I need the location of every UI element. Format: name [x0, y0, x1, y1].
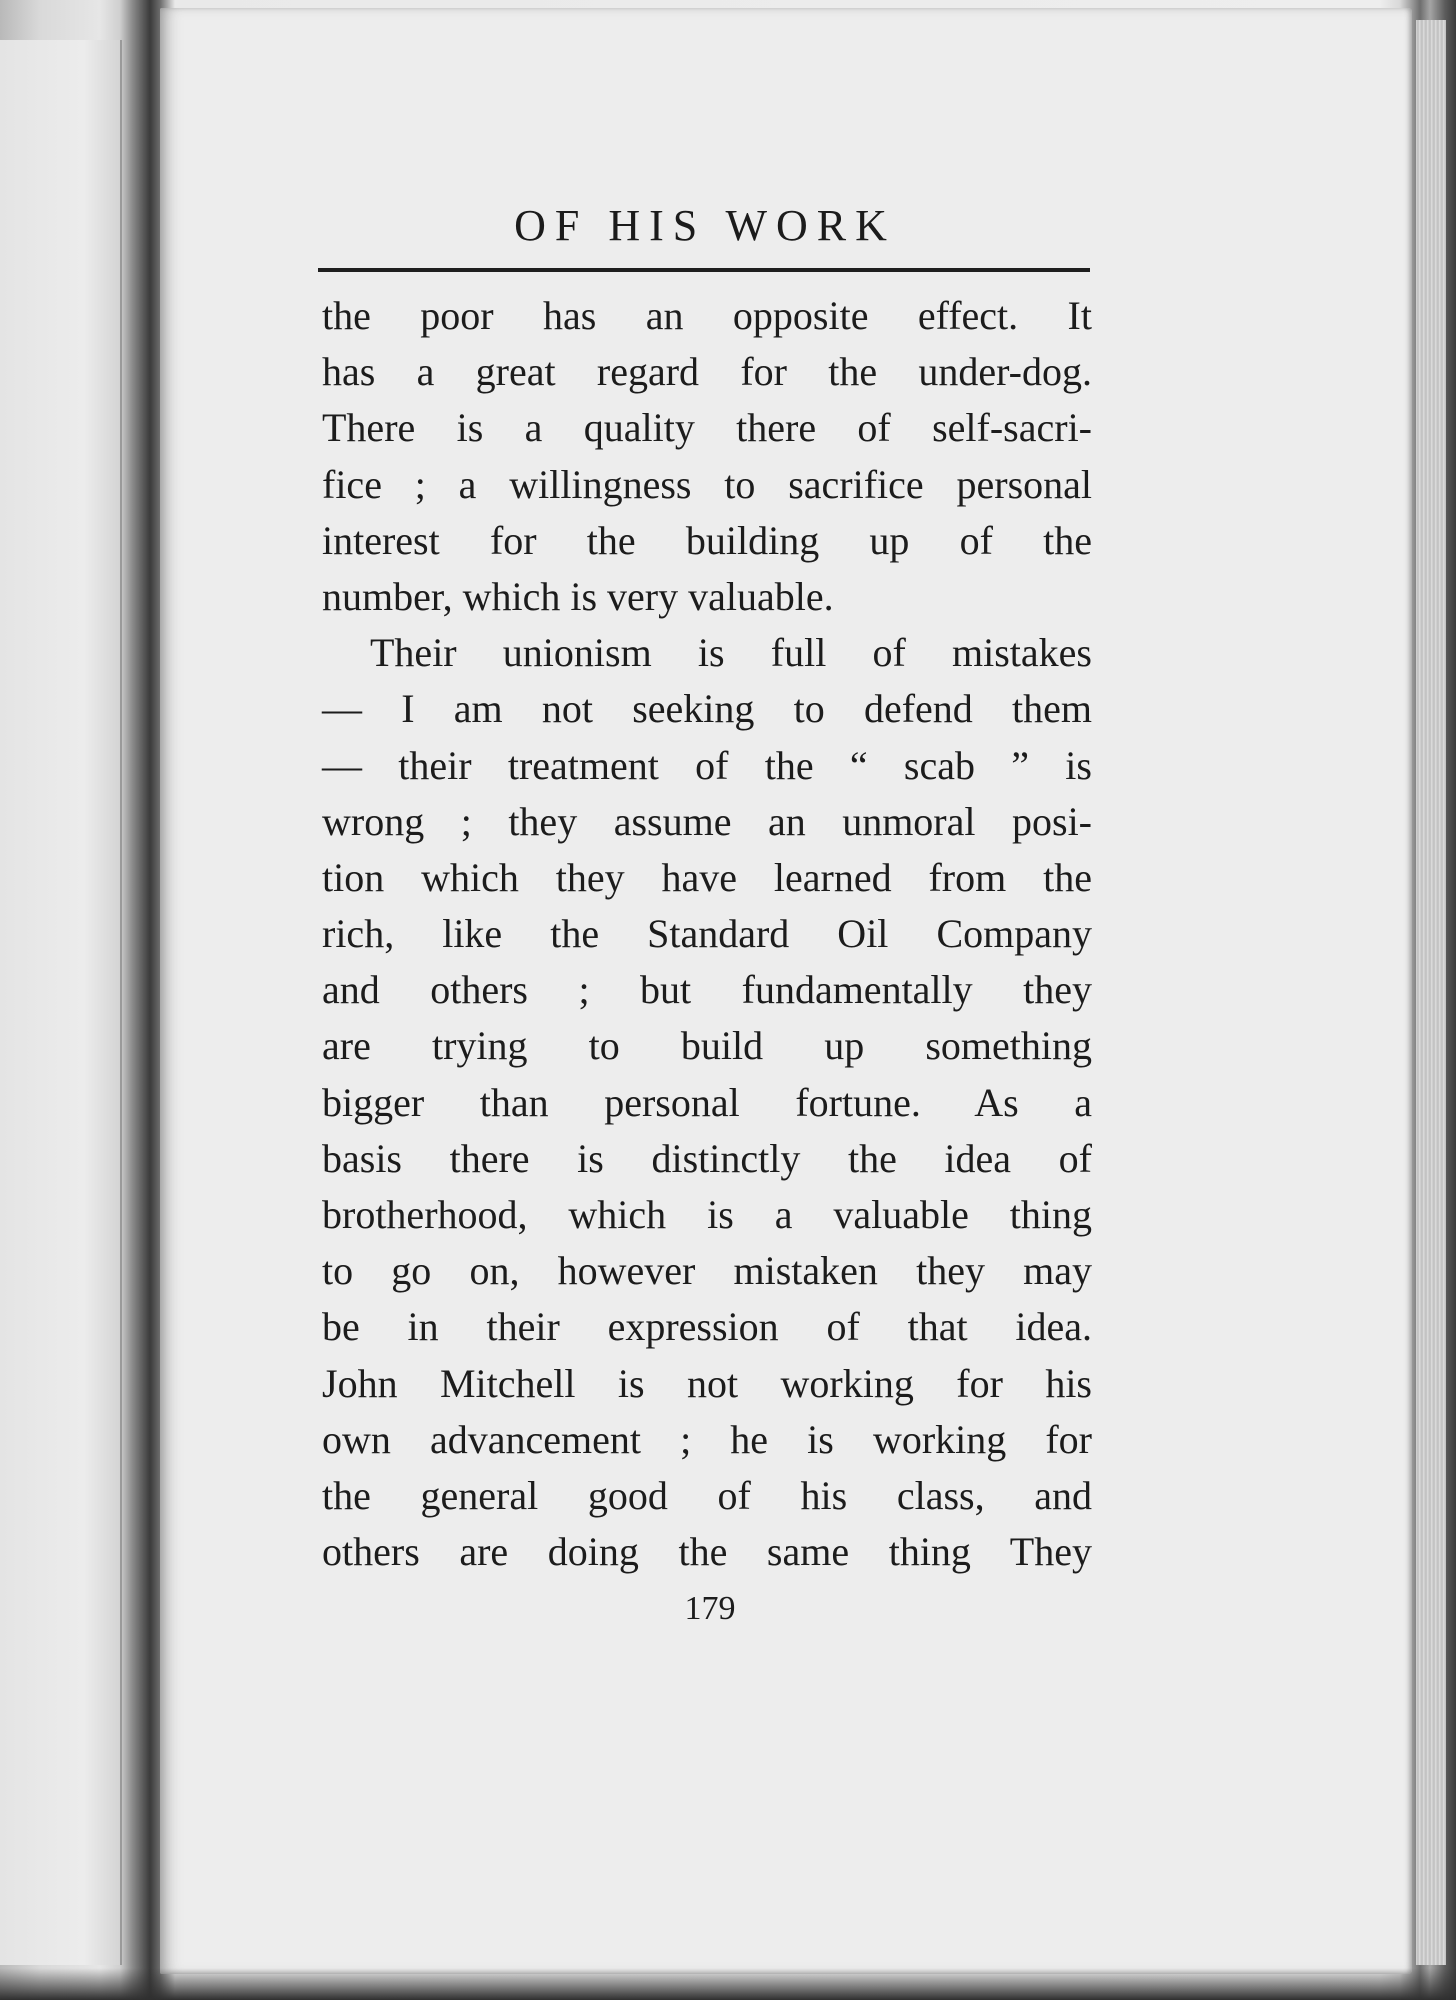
text-line: There is a quality there of self-sacri- [322, 405, 1092, 451]
text-line: Their unionism is full of mistakes [370, 630, 1092, 676]
text-line: and others ; but fundamentally they [322, 967, 1092, 1013]
body-text [322, 288, 1092, 1580]
text-line: has a great regard for the under-dog. [322, 349, 1092, 395]
text-line: basis there is distinctly the idea of [322, 1135, 1092, 1181]
text-line: John Mitchell is not working for his [322, 1360, 1092, 1406]
text-line: bigger than personal fortune. As a [322, 1079, 1092, 1125]
scan-bottom-shadow [0, 1968, 1456, 2000]
text-line: the poor has an opposite effect. It [322, 293, 1092, 338]
text-line: tion which they have learned from the [322, 854, 1092, 900]
text-line: to go on, however mistaken they may [322, 1248, 1092, 1294]
page-number: 179 [684, 1590, 736, 1627]
text-line: others are doing the same thing They [322, 1529, 1092, 1575]
text-line: number, which is very valuable. [322, 573, 834, 619]
text-line: fice ; a willingness to sacrifice personal [322, 461, 1092, 507]
text-line: the general good of his class, and [322, 1472, 1092, 1518]
text-line: own advancement ; he is working for [322, 1416, 1092, 1462]
page-stack-edge [1416, 20, 1446, 1965]
text-line: — their treatment of the “ scab ” is [322, 742, 1092, 788]
text-line: — I am not seeking to defend them [322, 686, 1092, 732]
text-line: brotherhood, which is a valuable thing [322, 1192, 1092, 1237]
header-rule [318, 268, 1090, 272]
text-line: wrong ; they assume an unmoral posi- [322, 798, 1092, 844]
text-line: are trying to build up something [322, 1023, 1092, 1069]
running-head: OF HIS WORK [514, 201, 896, 250]
facing-page-edge [0, 40, 122, 1965]
text-line: interest for the building up of the [322, 517, 1092, 563]
text-line: be in their expression of that idea. [322, 1304, 1092, 1350]
text-line: rich, like the Standard Oil Company [322, 911, 1092, 957]
